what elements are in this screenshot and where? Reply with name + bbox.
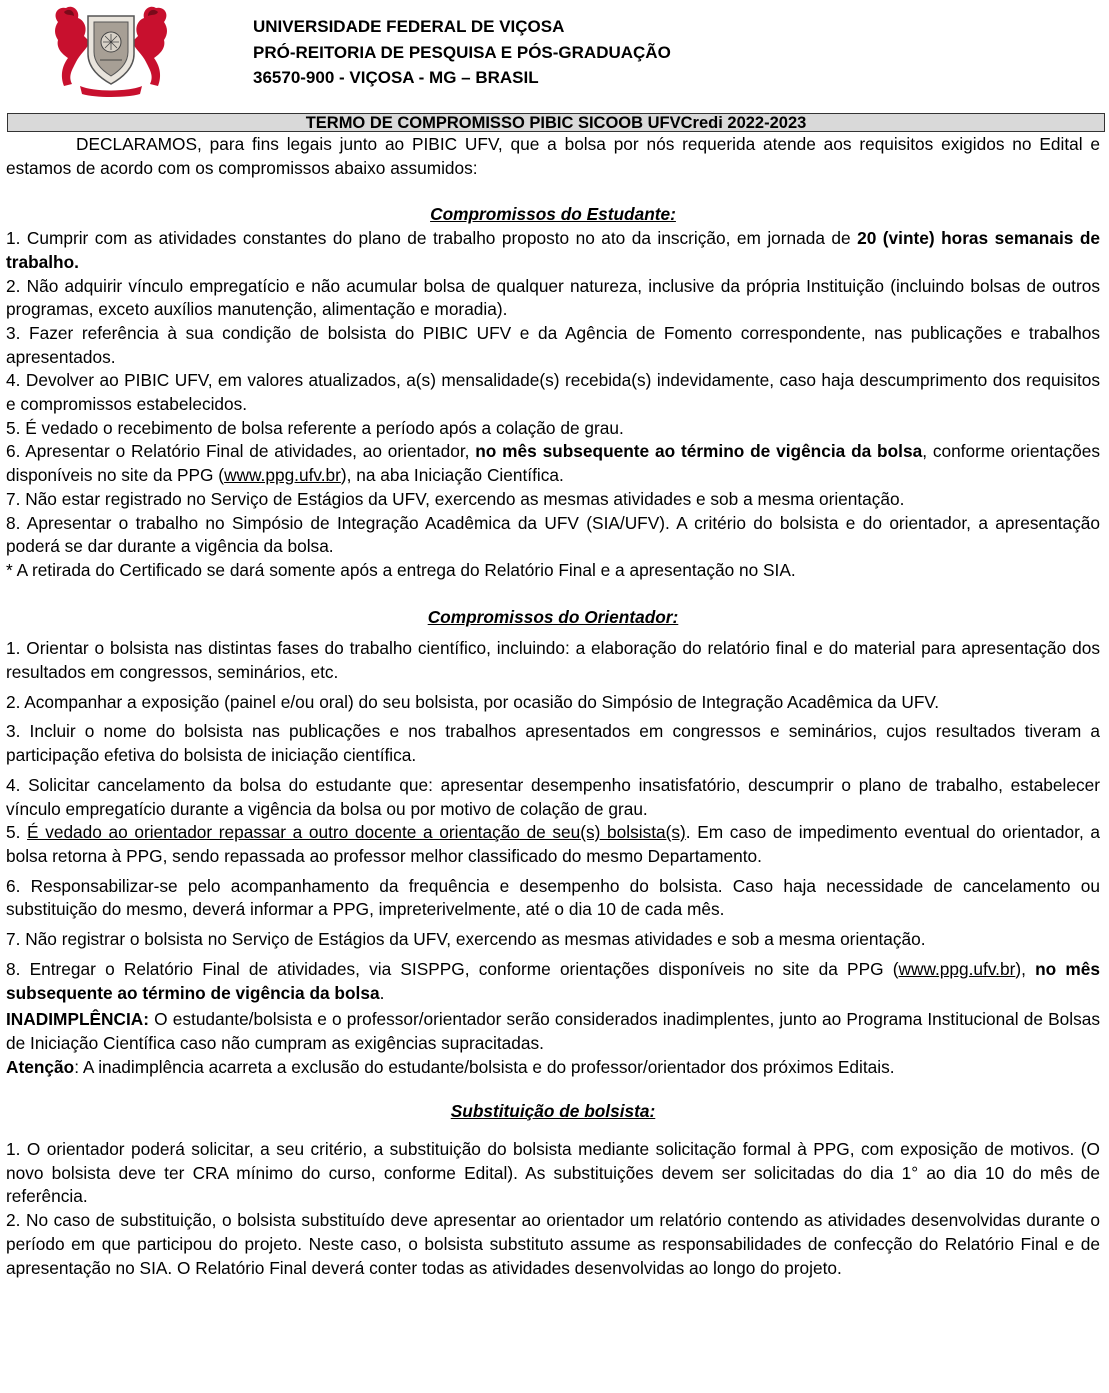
list-item: 1. Cumprir com as atividades constantes do plano de trabalho proposto no ato da inscrição, em jornada de 20 (vinte) horas semanais de trabalho. — [6, 228, 1100, 272]
list-item: 5. É vedado o recebimento de bolsa referente a período após a colação de grau. — [6, 417, 624, 438]
list-item: 2. No caso de substituição, o bolsista substituído deve apresentar ao orientador um relatório contendo as atividades desenvolvidas durante o período em que participou do projeto. Neste caso, o bolsista substituto assume as responsabilidades de confecção do Relatório Final e de apresentação no SIA. O Relatório Final deverá conter todas as atividades desenvolvidas ao longo do projeto. — [6, 1210, 1100, 1278]
student-commitments-list — [6, 227, 1100, 583]
ppg-website-link[interactable]: www.ppg.ufv.br — [224, 465, 341, 486]
substitution-list — [6, 1138, 1100, 1280]
list-item: 6. Responsabilizar-se pelo acompanhamento da frequência e desempenho do bolsista. Caso haja necessidade de cancelamento ou substituição do mesmo, deverá informar a PPG, impreterivelmente, até o dia 10 de cada mês. — [6, 875, 1100, 920]
student-commitments-heading: Compromissos do Estudante: — [430, 204, 676, 225]
list-item: 4. Devolver ao PIBIC UFV, em valores atualizados, a(s) mensalidade(s) recebida(s) indevidamente, caso haja descumprimento dos requisitos e compromissos estabelecidos. — [6, 370, 1100, 415]
list-item: 7. Não estar registrado no Serviço de Estágios da UFV, exercendo as mesmas atividades e sob a mesma orientação. — [6, 488, 905, 509]
department-name: PRÓ-REITORIA DE PESQUISA E PÓS-GRADUAÇÃO — [253, 42, 671, 62]
intro-paragraph: DECLARAMOS, para fins legais junto ao PIBIC UFV, que a bolsa por nós requerida atende aos requisitos exigidos no Edital e estamos de acordo com os compromissos abaixo assumidos: — [6, 134, 1100, 178]
list-item: 8. Apresentar o trabalho no Simpósio de Integração Acadêmica da UFV (SIA/UFV). A critério do bolsista e do orientador, a apresentação poderá se dar durante a vigência da bolsa. — [6, 512, 1100, 557]
atencao-paragraph: Atenção: A inadimplência acarreta a exclusão do estudante/bolsista e do professor/orientador dos próximos Editais. — [6, 1056, 895, 1077]
list-item: 6. Apresentar o Relatório Final de atividades, ao orientador, no mês subsequente ao término de vigência da bolsa, conforme orientações disponíveis no site da PPG (www.ppg.ufv.br), na aba Iniciação Científica. — [6, 441, 1101, 486]
list-item: 8. Entregar o Relatório Final de atividades, via SISPPG, conforme orientações disponíveis no site da PPG (www.ppg.ufv.br), no mês subsequente ao término de vigência da bolsa. — [6, 958, 1100, 1003]
list-item: 3. Fazer referência à sua condição de bolsista do PIBIC UFV e da Agência de Fomento correspondente, nas publicações e trabalhos apresentados. — [6, 322, 1100, 367]
list-item: 7. Não registrar o bolsista no Serviço de Estágios da UFV, exercendo as mesmas atividades e sob a mesma orientação. — [6, 929, 926, 950]
ppg-website-link[interactable]: www.ppg.ufv.br — [898, 958, 1016, 979]
inadimplencia-paragraph: INADIMPLÊNCIA: O estudante/bolsista e o professor/orientador serão considerados inadimplentes, junto ao Programa Institucional de Bolsas de Iniciação Científica caso não cumpram as exigências supracitadas. — [6, 1009, 1100, 1053]
list-item: 5. É vedado ao orientador repassar a outro docente a orientação de seu(s) bolsista(s). Em caso de impedimento eventual do orientador, a bolsa retorna à PPG, sendo repassada ao professor melhor classificado do mesmo Departamento. — [6, 822, 1100, 866]
list-item: 4. Solicitar cancelamento da bolsa do estudante que: apresentar desempenho insatisfatório, descumprir o plano de trabalho, estabelecer vínculo empregatício durante a vigência da bolsa ou por motivo de colação de grau. — [6, 774, 1100, 819]
advisor-commitments-list — [6, 637, 1100, 1005]
certificate-note: * A retirada do Certificado se dará somente após a entrega do Relatório Final e a apresentação no SIA. — [6, 559, 796, 580]
list-item: 2. Não adquirir vínculo empregatício e não acumular bolsa de qualquer natureza, inclusive da própria Instituição (incluindo bolsas de outros programas, exceto auxílios manutenção, alimentação e moradia). — [6, 275, 1100, 320]
document-header — [0, 0, 1109, 112]
advisor-commitments-heading: Compromissos do Orientador: — [427, 606, 679, 627]
university-crest-logo — [50, 2, 172, 98]
list-item: 2. Acompanhar a exposição (painel e/ou oral) do seu bolsista, por ocasião do Simpósio de Integração Acadêmica da UFV. — [6, 691, 940, 712]
list-item: 3. Incluir o nome do bolsista nas publicações e nos trabalhos apresentados em congressos e seminários, cujos resultados tiveram a participação efetiva do bolsista de iniciação científica. — [6, 721, 1100, 766]
substitution-heading: Substituição de bolsista: — [450, 1101, 656, 1122]
university-name: UNIVERSIDADE FEDERAL DE VIÇOSA — [253, 17, 565, 36]
document-title: TERMO DE COMPROMISSO PIBIC SICOOB UFVCredi 2022-2023 — [7, 113, 1105, 132]
list-item: 1. O orientador poderá solicitar, a seu critério, a substituição do bolsista mediante solicitação formal à PPG, com exposição de motivos. (O novo bolsista deve ter CRA mínimo do curso, conforme Edital). As substituições devem ser solicitadas do dia 1° ao dia 10 do mês de referência. — [6, 1139, 1100, 1207]
address-line: 36570-900 - VIÇOSA - MG – BRASIL — [253, 68, 539, 87]
document-body — [6, 133, 1100, 1280]
list-item: 1. Orientar o bolsista nas distintas fases do trabalho científico, incluindo: a elaboração do relatório final e do material para apresentação dos resultados em congressos, seminários, etc. — [6, 638, 1100, 683]
